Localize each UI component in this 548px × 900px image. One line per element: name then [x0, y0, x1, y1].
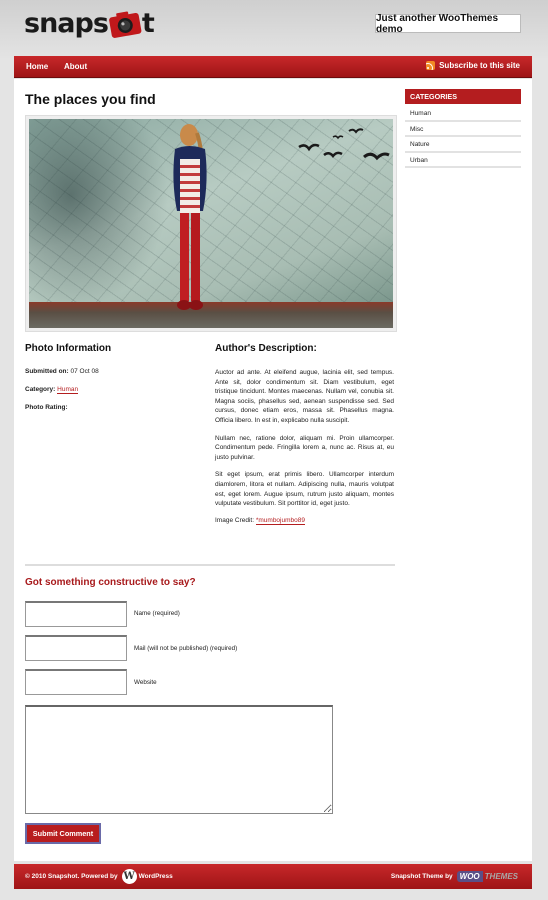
photo-information	[25, 343, 195, 422]
category-link[interactable]: Human	[57, 386, 79, 393]
author-heading: Author's Description:	[215, 343, 317, 354]
featured-photo[interactable]	[29, 119, 393, 328]
subscribe-link[interactable]	[426, 61, 520, 70]
main-navigation	[14, 56, 532, 78]
site-logo[interactable]	[24, 8, 154, 39]
photo-frame	[25, 115, 397, 332]
sidebar-item-nature[interactable]: Nature	[405, 137, 521, 153]
subscribe-label: Subscribe to this site	[439, 61, 520, 70]
theme-credit-text: Snapshot Theme by	[390, 873, 453, 880]
submit-comment-button[interactable]: Submit Comment	[25, 823, 101, 844]
website-field-label: Website	[134, 679, 157, 686]
photo-info-heading: Photo Information	[25, 343, 112, 354]
email-field[interactable]	[25, 635, 127, 661]
description-paragraph: Nullam nec, ratione dolor, aliquam mi. Proin ullamcorper. Condimentum pede. Fringilla lorem a, nunc ac. Risus at, eu justo pulvinar.	[215, 434, 394, 461]
wordpress-icon: W	[123, 871, 135, 882]
image-credit: Image Credit: *mumbojumbo89	[215, 516, 305, 524]
image-credit-link[interactable]: *mumbojumbo89	[255, 516, 305, 524]
logo-text-left: snaps	[24, 8, 108, 39]
name-field[interactable]	[25, 601, 127, 627]
submitted-date: 07 Oct 08	[70, 368, 99, 375]
email-field-label: Mail (will not be published) (required)	[134, 645, 238, 652]
girl-figure	[167, 121, 217, 321]
main-content	[14, 79, 532, 861]
wordpress-link[interactable]: WordPress	[138, 873, 173, 880]
site-footer	[14, 864, 532, 889]
submitted-on: Submitted on: 07 Oct 08	[25, 368, 99, 375]
name-field-label: Name (required)	[134, 610, 180, 617]
site-tagline: Just another WooThemes demo	[375, 14, 521, 33]
description-paragraph: Auctor ad ante. At eleifend augue, lacinia elit, sed tempus. Ante sit, dolor condimentum sit. Diam vestibulum, eget tristique tincidunt. Montes maecenas. Nullam vel, conubia sit. Magna sociis, phasellus sed, aenean suspendisse sed. Sed cursus, donec etiam eros, massa sit. Phasellus magna. Officia libero. In est in, explicabo nulla suscipit.	[215, 369, 394, 424]
description-paragraph: Sit eget ipsum, erat primis libero. Ullamcorper interdum diamlorem, litora et nullam. Adipiscing nulla, mauris volutpat est, eget lorem. Augue ipsum, rutrum justo aliquam, montes vulputate vestibulum. Sit porttitor id, eget justo.	[215, 471, 394, 508]
website-field[interactable]	[25, 669, 127, 695]
birds-illustration	[269, 123, 393, 173]
sidebar-item-human[interactable]: Human	[405, 106, 521, 122]
nav-home[interactable]: Home	[26, 62, 49, 71]
comment-textarea[interactable]	[25, 705, 333, 814]
footer-credits	[25, 864, 173, 889]
author-description	[215, 343, 394, 524]
categories-title: CATEGORIES	[405, 89, 521, 104]
sidebar	[405, 89, 521, 168]
copyright-text: © 2010 Snapshot. Powered by	[25, 873, 118, 880]
nav-about[interactable]: About	[64, 62, 88, 71]
sidebar-item-misc[interactable]: Misc	[405, 122, 521, 138]
camera-icon	[107, 8, 143, 39]
photo-rating: Photo Rating:	[25, 404, 68, 411]
section-divider	[25, 564, 395, 566]
category-line: Category: Human	[25, 386, 79, 393]
comment-heading: Got something constructive to say?	[25, 577, 196, 588]
post-title: The places you find	[25, 91, 156, 107]
logo-text-right: t	[141, 8, 154, 39]
rss-icon	[426, 61, 435, 70]
sidebar-item-urban[interactable]: Urban	[405, 153, 521, 169]
footer-theme-credit	[391, 864, 520, 889]
woothemes-logo[interactable]: WOO THEMES	[457, 870, 520, 883]
site-header	[0, 0, 548, 54]
